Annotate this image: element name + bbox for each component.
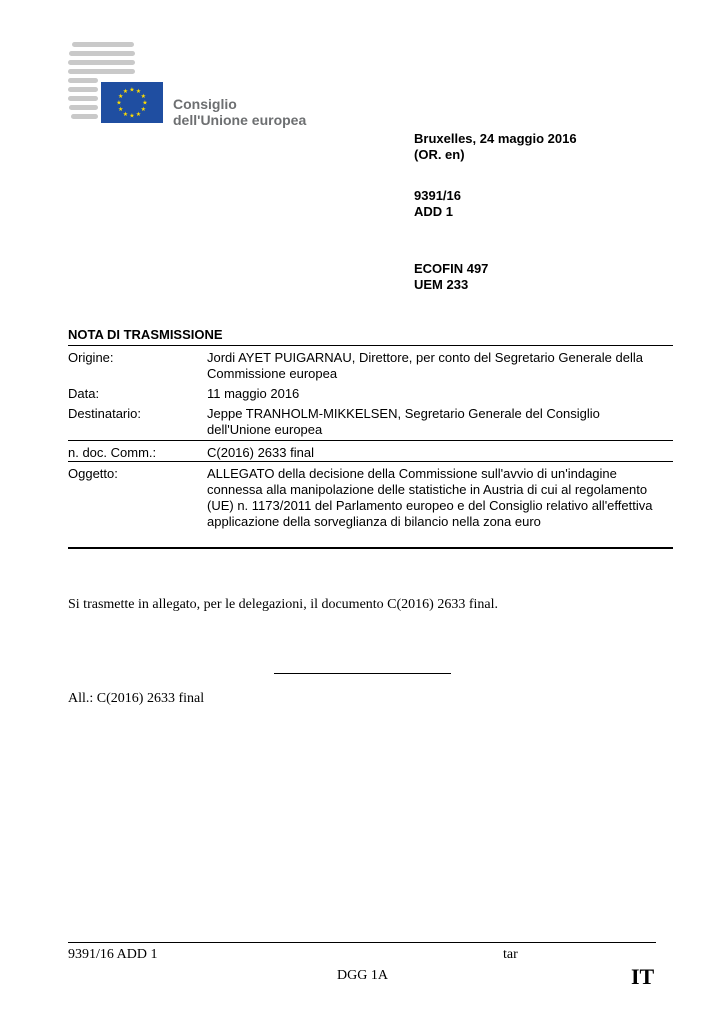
origin-label: Origine: [68, 350, 114, 365]
eu-star-icon: ★ [116, 100, 122, 107]
transmission-paragraph: Si trasmette in allegato, per le delegazioni, il documento C(2016) 2633 final. [68, 597, 498, 612]
logo-stripe [69, 51, 135, 56]
date-value: 11 maggio 2016 [207, 386, 300, 401]
logo-stripe [68, 69, 135, 74]
eu-star-icon: ★ [122, 89, 129, 96]
logo-stripe [72, 42, 134, 47]
divider [68, 345, 673, 346]
recipient-label: Destinatario: [68, 406, 141, 421]
date-label: Data: [68, 386, 100, 401]
eu-star-icon: ★ [140, 94, 146, 100]
recipient-value: Jeppe TRANHOLM-MIKKELSEN, Segretario Generale del Consiglio dell'Unione europea [207, 406, 600, 437]
logo-stripe [68, 60, 135, 65]
code-ecofin: ECOFIN 497 [414, 261, 489, 276]
place-date: Bruxelles, 24 maggio 2016 [414, 131, 577, 146]
council-name-line2: dell'Unione europea [173, 112, 307, 128]
subject-value: ALLEGATO della decisione della Commissione sull'avvio di un'indagine connessa alla manipolazione delle statistiche in Austria di cui al regolamento (UE) n. 1173/2011 del Parlamento europeo e del Consiglio relativo all'effettiva applicazione della sorveglianza di bilancio nella zona euro [207, 466, 653, 529]
council-logo [68, 40, 308, 128]
eu-star-icon: ★ [122, 111, 129, 118]
logo-stripe [71, 114, 98, 119]
eu-star-icon: ★ [118, 94, 124, 100]
code-uem: UEM 233 [414, 277, 469, 292]
header-date [414, 131, 577, 163]
footer-dgg: DGG 1A [337, 968, 388, 983]
eu-flag-icon [101, 82, 163, 123]
logo-stripe [68, 96, 98, 101]
addendum: ADD 1 [414, 204, 454, 219]
subject-label: Oggetto: [68, 466, 118, 481]
original-language: (OR. en) [414, 147, 465, 162]
eu-star-icon: ★ [140, 107, 146, 113]
council-name-line1: Consiglio [173, 96, 237, 112]
council-name [173, 96, 306, 128]
header-docnum [414, 188, 461, 220]
eu-star-icon: ★ [129, 113, 135, 120]
origin-value: Jordi AYET PUIGARNAU, Direttore, per conto del Segretario Generale della Commissione europea [207, 350, 643, 381]
logo-stripe [68, 87, 98, 92]
footer-doc-ref: 9391/16 ADD 1 [68, 947, 158, 962]
eu-star-icon: ★ [118, 107, 124, 113]
language-code: IT [631, 964, 655, 989]
attachment-note: All.: C(2016) 2633 final [68, 691, 205, 706]
eu-star-icon: ★ [129, 87, 135, 94]
separator-line [274, 673, 451, 674]
logo-stripe [69, 105, 98, 110]
header-codes [414, 261, 488, 293]
document-number: 9391/16 [414, 188, 461, 203]
comm-doc-label: n. doc. Comm.: [68, 445, 157, 460]
logo-stripe [68, 78, 98, 83]
comm-doc-value: C(2016) 2633 final [207, 445, 314, 460]
nota-title: NOTA DI TRASMISSIONE [68, 327, 223, 342]
divider [68, 547, 673, 549]
divider [68, 461, 673, 462]
eu-stars-icon [101, 82, 163, 123]
footer-divider [68, 942, 656, 943]
footer-initials: tar [503, 947, 518, 962]
eu-star-icon: ★ [142, 100, 148, 107]
eu-star-icon: ★ [135, 89, 142, 96]
eu-star-icon: ★ [135, 111, 142, 118]
divider [68, 440, 673, 441]
